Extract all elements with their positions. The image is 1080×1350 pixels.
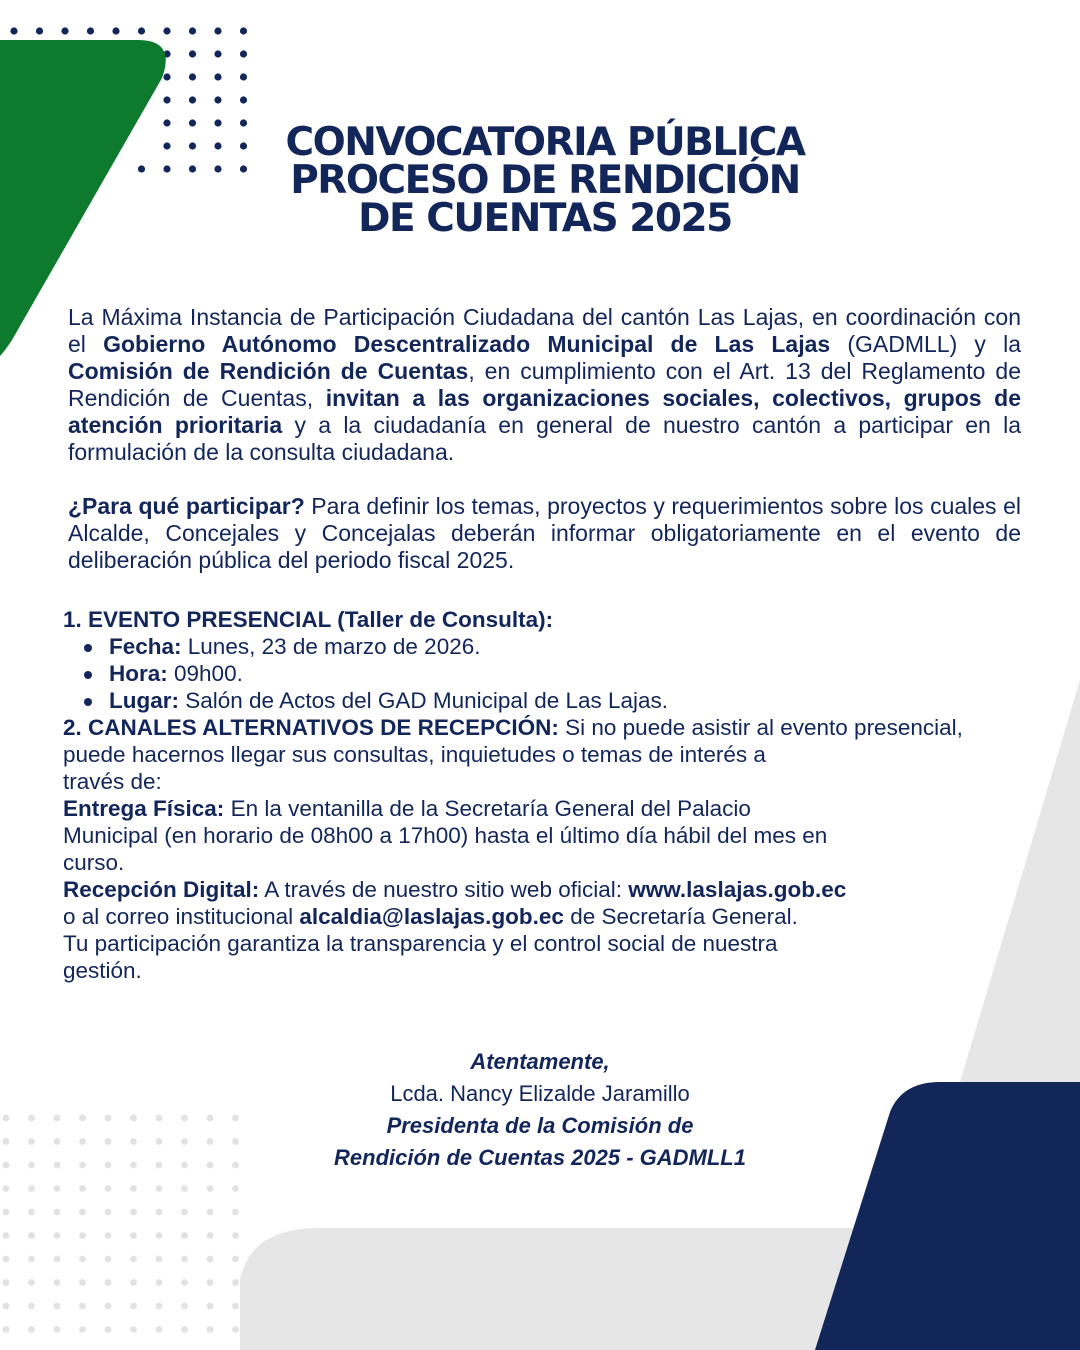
decorative-dot xyxy=(105,1138,112,1145)
decorative-dot xyxy=(156,1162,163,1169)
decorative-dot xyxy=(181,1115,188,1122)
digital-text: A través de nuestro sitio web oficial: xyxy=(259,877,629,902)
closing-line: Tu participación garantiza la transparencia y el control social de nuestra xyxy=(63,931,778,956)
list-item xyxy=(63,633,1033,660)
decorative-dot xyxy=(232,1303,239,1310)
decorative-dot xyxy=(79,1115,86,1122)
decorative-dot xyxy=(163,27,170,34)
decorative-dot xyxy=(130,1209,137,1216)
decorative-dot xyxy=(181,1303,188,1310)
decorative-dot xyxy=(3,1209,10,1216)
intro-text: , en cumplimiento con el Art. 13 del Reglamento de Rendición de Cuentas, xyxy=(68,358,1021,411)
decorative-dot xyxy=(207,1279,214,1286)
decorative-dot xyxy=(79,1209,86,1216)
decorative-dot xyxy=(28,1303,35,1310)
decorative-dot xyxy=(54,1185,61,1192)
decorative-dot xyxy=(232,1185,239,1192)
decorative-dot xyxy=(130,1326,137,1333)
digital-text: o al correo institucional xyxy=(63,904,300,929)
website-link[interactable]: www.laslajas.gob.ec xyxy=(628,877,847,902)
decorative-dot xyxy=(79,1303,86,1310)
physical-line xyxy=(63,795,1033,822)
decorative-dot xyxy=(3,1115,10,1122)
decorative-dot xyxy=(79,1256,86,1263)
decorative-dot xyxy=(181,1162,188,1169)
decorative-dot xyxy=(207,1162,214,1169)
digital-line xyxy=(63,876,1033,903)
decorative-dot xyxy=(207,1232,214,1239)
intro-text: La Máxima Instancia de Participación Ciudadana del cantón Las Lajas, en coordinación con el xyxy=(68,304,1021,357)
title-line-2: PROCESO DE RENDICIÓN xyxy=(290,158,800,203)
channels-heading: 2. CANALES ALTERNATIVOS DE RECEPCIÓN: xyxy=(63,715,559,740)
decorative-dot xyxy=(163,142,170,149)
intro-gad-name: Gobierno Autónomo Descentralizado Municipal de Las Lajas xyxy=(103,331,831,357)
decorative-dot xyxy=(79,1279,86,1286)
decorative-dot xyxy=(130,1162,137,1169)
digital-text: de Secretaría General. xyxy=(563,904,798,929)
time-label: Hora: xyxy=(109,661,168,686)
decorative-dot xyxy=(232,1115,239,1122)
decorative-dot xyxy=(181,1138,188,1145)
title-line-1: CONVOCATORIA PÚBLICA xyxy=(285,120,805,165)
decorative-dot xyxy=(130,1232,137,1239)
decorative-dot xyxy=(232,1209,239,1216)
decorative-dot xyxy=(54,1326,61,1333)
event-heading-text: 1. EVENTO PRESENCIAL (Taller de Consulta): xyxy=(63,607,554,632)
decorative-dot xyxy=(54,1115,61,1122)
signer-role: Rendición de Cuentas 2025 - GADMLL1 xyxy=(334,1145,746,1170)
decorative-dot xyxy=(156,1185,163,1192)
channels-line: través de: xyxy=(63,769,162,794)
decorative-dot xyxy=(240,73,247,80)
decorative-dot xyxy=(28,1138,35,1145)
decorative-dot xyxy=(10,27,17,34)
decorative-dot xyxy=(156,1209,163,1216)
title-line-3: DE CUENTAS 2025 xyxy=(358,196,732,241)
decorative-dot xyxy=(3,1138,10,1145)
place-label: Lugar: xyxy=(109,688,179,713)
decorative-dot xyxy=(207,1138,214,1145)
email-link[interactable]: alcaldia@laslajas.gob.ec xyxy=(299,904,564,929)
decorative-dot xyxy=(3,1279,10,1286)
decorative-dot xyxy=(156,1138,163,1145)
signature-block xyxy=(240,1046,840,1174)
decorative-dot xyxy=(105,1232,112,1239)
decorative-dot xyxy=(189,96,196,103)
decorative-dot xyxy=(87,27,94,34)
decorative-dot xyxy=(163,96,170,103)
list-item xyxy=(63,660,1033,687)
page-title xyxy=(190,120,900,241)
decorative-dot xyxy=(207,1185,214,1192)
decorative-dot xyxy=(130,1303,137,1310)
decorative-dot xyxy=(28,1115,35,1122)
decorative-dot xyxy=(181,1232,188,1239)
decorative-dot xyxy=(3,1256,10,1263)
gray-bottom-shape xyxy=(240,1228,900,1350)
decorative-dot xyxy=(214,96,221,103)
date-label: Fecha: xyxy=(109,634,182,659)
decorative-dot xyxy=(189,50,196,57)
decorative-dot xyxy=(207,1256,214,1263)
decorative-dot xyxy=(54,1256,61,1263)
decorative-dot xyxy=(79,1138,86,1145)
decorative-dot xyxy=(28,1256,35,1263)
place-value: Salón de Actos del GAD Municipal de Las Lajas. xyxy=(179,688,669,713)
bullet-icon xyxy=(84,644,92,652)
decorative-dot xyxy=(214,27,221,34)
channels-line: puede hacernos llegar sus consultas, inquietudes o temas de interés a xyxy=(63,742,766,767)
decorative-dot xyxy=(156,1326,163,1333)
decorative-dot xyxy=(28,1209,35,1216)
decorative-dot xyxy=(214,73,221,80)
decorative-dot xyxy=(207,1115,214,1122)
decorative-dot xyxy=(240,50,247,57)
intro-invitees: invitan a las organizaciones sociales, colectivos, grupos de atención prioritaria xyxy=(68,385,1021,438)
decorative-dot xyxy=(232,1232,239,1239)
intro-text: y a la ciudadanía en general de nuestro cantón a participar en la formulación de la consulta ciudadana. xyxy=(68,412,1022,465)
decorative-dot xyxy=(232,1162,239,1169)
signer-name: Lcda. Nancy Elizalde Jaramillo xyxy=(390,1081,690,1106)
salutation: Atentamente, xyxy=(470,1049,610,1074)
decorative-dot xyxy=(130,1115,137,1122)
physical-line: Municipal (en horario de 08h00 a 17h00) hasta el último día hábil del mes en xyxy=(63,823,828,848)
decorative-dot xyxy=(36,27,43,34)
decorative-dot xyxy=(105,1279,112,1286)
decorative-dot xyxy=(54,1138,61,1145)
decorative-dot xyxy=(232,1326,239,1333)
decorative-dot xyxy=(232,1279,239,1286)
decorative-dot xyxy=(105,1326,112,1333)
decorative-dot xyxy=(3,1162,10,1169)
decorative-dot xyxy=(138,27,145,34)
decorative-dot xyxy=(207,1209,214,1216)
intro-commission-name: Comisión de Rendición de Cuentas xyxy=(68,358,469,384)
decorative-dot xyxy=(79,1232,86,1239)
bullet-icon xyxy=(84,671,92,679)
decorative-dot xyxy=(79,1162,86,1169)
decorative-dot xyxy=(3,1303,10,1310)
decorative-dot xyxy=(232,1138,239,1145)
decorative-dot xyxy=(181,1279,188,1286)
decorative-dot xyxy=(130,1256,137,1263)
decorative-dot xyxy=(156,1279,163,1286)
navy-corner-shape xyxy=(815,1082,1080,1350)
decorative-dot xyxy=(28,1232,35,1239)
decorative-dot xyxy=(3,1185,10,1192)
physical-label: Entrega Física: xyxy=(63,796,225,821)
decorative-dot xyxy=(240,27,247,34)
event-details-list xyxy=(63,633,1033,714)
decorative-dot xyxy=(240,96,247,103)
decorative-dot xyxy=(3,1232,10,1239)
decorative-dot xyxy=(181,1256,188,1263)
intro-paragraph xyxy=(68,304,1021,466)
signer-role: Presidenta de la Comisión de xyxy=(386,1113,694,1138)
decorative-dot xyxy=(105,1303,112,1310)
decorative-dot xyxy=(163,165,170,172)
decorative-dot xyxy=(130,1279,137,1286)
decorative-dot xyxy=(3,1326,10,1333)
purpose-paragraph xyxy=(68,493,1021,574)
decorative-dot xyxy=(105,1115,112,1122)
channels-heading-line xyxy=(63,714,1033,741)
date-value: Lunes, 23 de marzo de 2026. xyxy=(181,634,481,659)
decorative-dot xyxy=(163,119,170,126)
decorative-dot xyxy=(232,1256,239,1263)
decorative-dot xyxy=(163,73,170,80)
decorative-dot xyxy=(54,1303,61,1310)
decorative-dot xyxy=(61,27,68,34)
decorative-dot xyxy=(54,1232,61,1239)
decorative-dot xyxy=(130,1138,137,1145)
decorative-dot xyxy=(156,1115,163,1122)
event-heading xyxy=(63,606,1033,633)
physical-text: En la ventanilla de la Secretaría General del Palacio xyxy=(224,796,751,821)
dot-pattern-bottom xyxy=(3,1115,239,1333)
decorative-dot xyxy=(105,1185,112,1192)
decorative-dot xyxy=(156,1232,163,1239)
bullet-icon xyxy=(84,698,92,706)
decorative-dot xyxy=(54,1209,61,1216)
decorative-dot xyxy=(138,165,145,172)
decorative-dot xyxy=(79,1185,86,1192)
decorative-dot xyxy=(105,1209,112,1216)
decorative-dot xyxy=(79,1326,86,1333)
digital-line xyxy=(63,903,1033,930)
decorative-dot xyxy=(156,1256,163,1263)
decorative-dot xyxy=(189,73,196,80)
digital-label: Recepción Digital: xyxy=(63,877,260,902)
decorative-dot xyxy=(181,1185,188,1192)
decorative-dot xyxy=(28,1162,35,1169)
channels-heading-text: Si no puede asistir al evento presencial, xyxy=(558,715,963,740)
decorative-dot xyxy=(28,1185,35,1192)
purpose-label: ¿Para qué participar? xyxy=(68,493,305,519)
decorative-dot xyxy=(112,27,119,34)
decorative-dot xyxy=(28,1326,35,1333)
event-section xyxy=(63,606,1033,984)
decorative-dot xyxy=(105,1256,112,1263)
purpose-text: Para definir los temas, proyectos y requerimientos sobre los cuales el Alcalde, Concejales y Concejalas deberán informar obligatoriamente en el evento de deliberación pública del periodo fiscal 2025. xyxy=(68,493,1021,573)
decorative-dot xyxy=(130,1185,137,1192)
decorative-dot xyxy=(105,1162,112,1169)
decorative-dot xyxy=(28,1279,35,1286)
time-value: 09h00. xyxy=(167,661,243,686)
decorative-dot xyxy=(54,1279,61,1286)
decorative-dot xyxy=(207,1303,214,1310)
intro-text: (GADMLL) y la xyxy=(830,331,1021,357)
decorative-dot xyxy=(214,50,221,57)
decorative-dot xyxy=(181,1209,188,1216)
closing-line: gestión. xyxy=(63,958,142,983)
decorative-dot xyxy=(207,1326,214,1333)
decorative-dot xyxy=(181,1326,188,1333)
decorative-dot xyxy=(189,27,196,34)
decorative-dot xyxy=(54,1162,61,1169)
physical-line: curso. xyxy=(63,850,125,875)
decorative-dot xyxy=(156,1303,163,1310)
list-item xyxy=(63,687,1033,714)
